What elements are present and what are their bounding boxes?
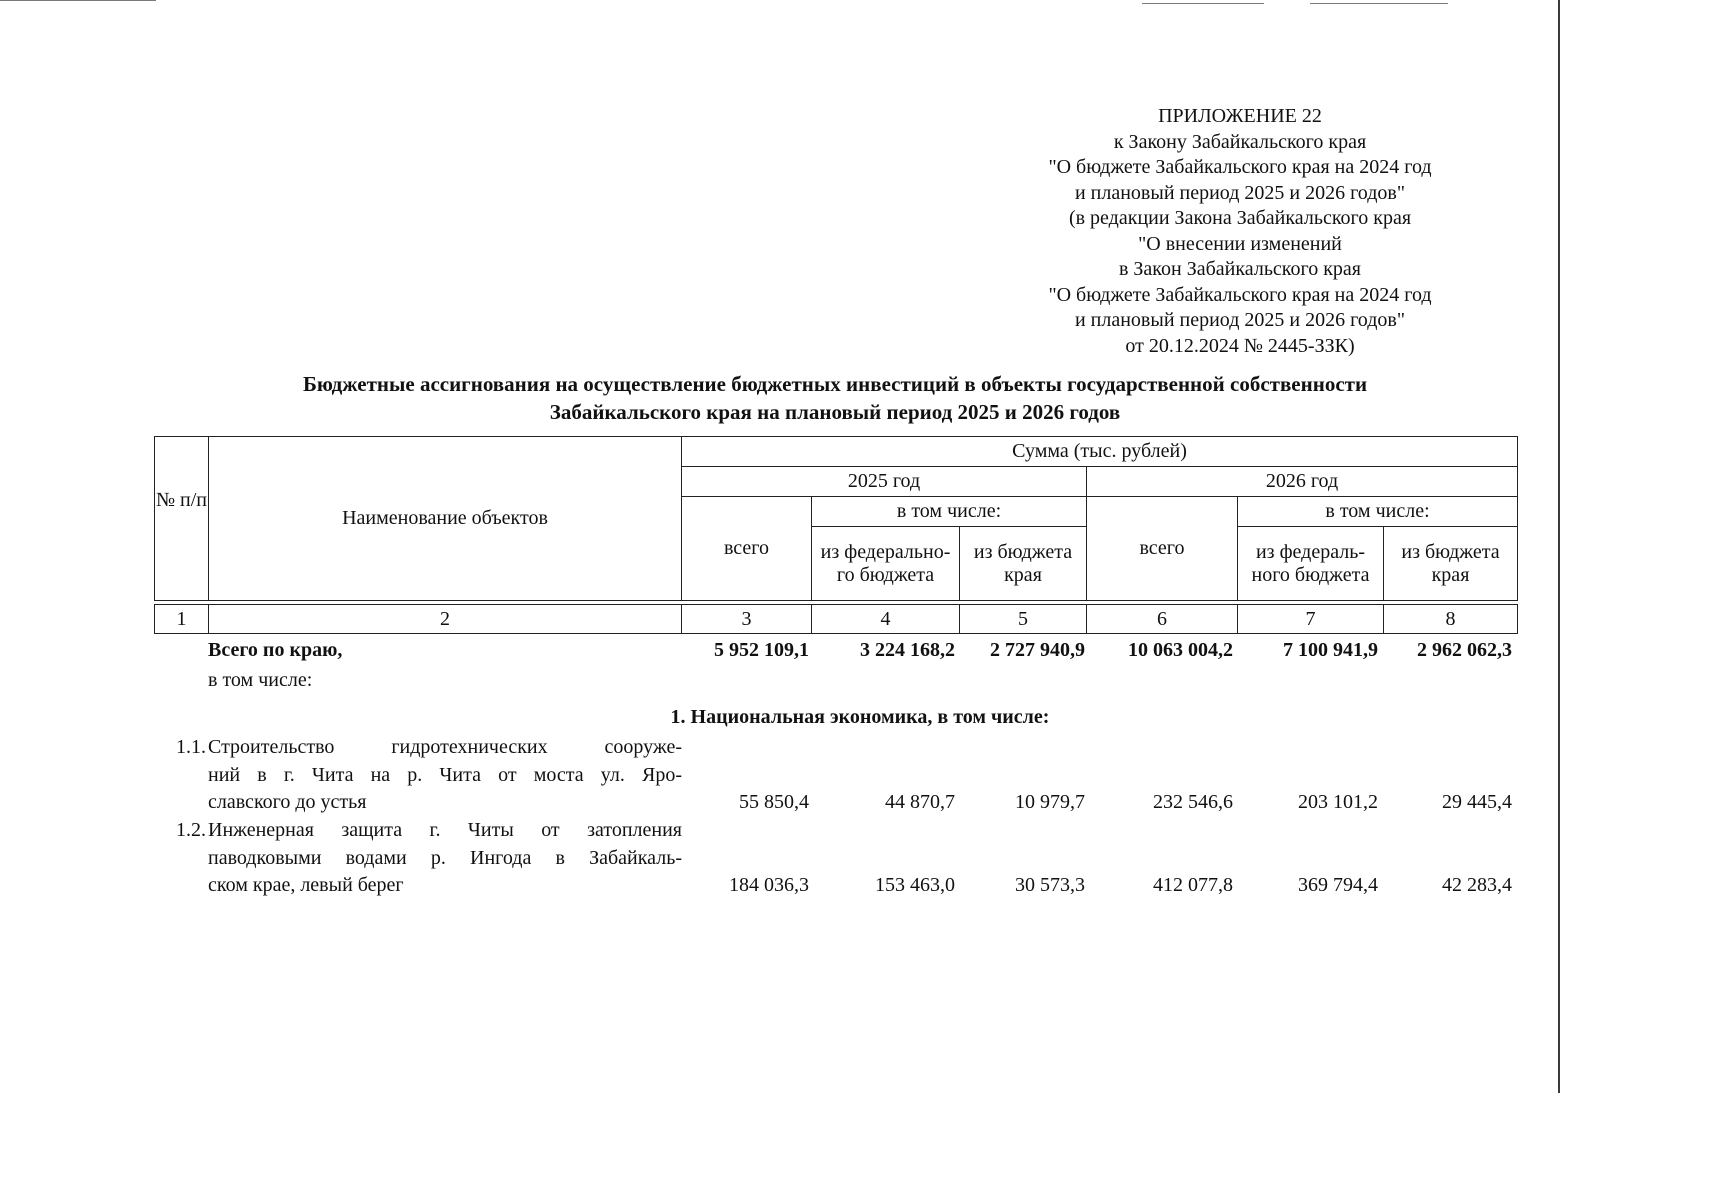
total-label: Всего по краю, xyxy=(208,639,343,661)
header-name: Наименование объектов xyxy=(209,437,682,601)
column-number: 6 xyxy=(1087,605,1238,634)
row-value: 184 036,3 xyxy=(729,874,809,896)
header-year-2025: 2025 год xyxy=(682,467,1087,497)
column-number: 4 xyxy=(812,605,960,634)
row-value: 42 283,4 xyxy=(1442,874,1512,896)
column-number: 7 xyxy=(1238,605,1384,634)
row-value: 369 794,4 xyxy=(1298,874,1378,896)
row-value: 10 979,7 xyxy=(1015,791,1085,813)
page-edge xyxy=(1558,0,1560,1093)
column-number: 2 xyxy=(209,605,682,634)
row-name-line: ском крае, левый берег xyxy=(208,874,404,896)
row-value: 55 850,4 xyxy=(739,791,809,813)
header-including-2025: в том числе: xyxy=(812,497,1087,527)
column-numbers xyxy=(154,604,1518,634)
scan-line xyxy=(0,0,156,1)
column-number: 1 xyxy=(155,605,209,634)
row-value: 30 573,3 xyxy=(1015,874,1085,896)
header-year-2026: 2026 год xyxy=(1087,467,1518,497)
row-value: 412 077,8 xyxy=(1153,874,1233,896)
row-name-line: паводковыми водами р. Ингода в Забайкаль- xyxy=(208,846,682,869)
header-total-2025: всего xyxy=(682,497,812,601)
column-number: 3 xyxy=(682,605,812,634)
header-federal-2026: из федераль-ного бюджета xyxy=(1238,527,1384,601)
total-value: 3 224 168,2 xyxy=(860,639,955,661)
appendix-line: и плановый период 2025 и 2026 годов" xyxy=(1074,309,1406,331)
appendix-line: "О внесении изменений xyxy=(1138,232,1342,255)
row-value: 153 463,0 xyxy=(875,874,955,896)
row-name-line: Строительство гидротехнических сооруже- xyxy=(208,736,682,758)
row-name-line: ний в г. Чита на р. Чита от моста ул. Яро- xyxy=(208,763,682,786)
total-value: 5 952 109,1 xyxy=(714,639,809,661)
scan-line xyxy=(1142,3,1264,4)
header-total-2026: всего xyxy=(1087,497,1238,601)
appendix-line: ПРИЛОЖЕНИЕ 22 xyxy=(1158,105,1322,127)
header-regional-2026: из бюджета края xyxy=(1384,527,1518,601)
row-value: 203 101,2 xyxy=(1298,791,1378,813)
header-including-2026: в том числе: xyxy=(1238,497,1518,527)
section-heading: 1. Национальная экономика, в том числе: xyxy=(670,706,1050,728)
total-value: 2 962 062,3 xyxy=(1417,639,1512,661)
appendix-block xyxy=(960,104,1520,359)
appendix-line: от 20.12.2024 № 2445-ЗЗК) xyxy=(1125,334,1355,357)
row-name-line: Инженерная защита г. Читы от затопления xyxy=(208,819,682,841)
document-title xyxy=(150,370,1520,426)
row-value: 232 546,6 xyxy=(1153,791,1233,813)
row-number: 1.1. xyxy=(176,736,206,758)
appendix-line: и плановый период 2025 и 2026 годов" xyxy=(1074,181,1406,204)
title-line-1: Бюджетные ассигнования на осуществление бюджетных инвестиций в объекты государственной собственности xyxy=(302,372,1368,396)
row-name xyxy=(208,734,682,817)
appendix-line: "О бюджете Забайкальского края на 2024 год xyxy=(1048,156,1432,178)
row-value: 44 870,7 xyxy=(885,791,955,813)
total-value: 7 100 941,9 xyxy=(1283,639,1378,661)
row-value: 29 445,4 xyxy=(1442,791,1512,813)
scan-line xyxy=(1310,3,1448,4)
total-value: 10 063 004,2 xyxy=(1128,639,1233,661)
column-number: 5 xyxy=(960,605,1087,634)
total-value: 2 727 940,9 xyxy=(990,639,1085,661)
appendix-line: к Закону Забайкальского края xyxy=(1113,130,1367,153)
header-num: № п/п xyxy=(155,437,209,601)
row-number: 1.2. xyxy=(176,819,206,841)
row-name-line: славского до устья xyxy=(208,791,367,813)
appendix-line: "О бюджете Забайкальского края на 2024 год xyxy=(1048,283,1432,306)
header-regional-2025: из бюджета края xyxy=(960,527,1087,601)
appendix-line: (в редакции Закона Забайкальского края xyxy=(1068,207,1412,229)
title-line-2: Забайкальского края на плановый период 2025 и 2026 годов xyxy=(549,400,1121,424)
column-number: 8 xyxy=(1384,605,1518,634)
row-name xyxy=(208,817,682,900)
header-sum: Сумма (тыс. рублей) xyxy=(682,437,1518,467)
total-sublabel: в том числе: xyxy=(208,669,313,691)
appendix-line: в Закон Забайкальского края xyxy=(1118,258,1362,280)
header-federal-2025: из федерально-го бюджета xyxy=(812,527,960,601)
table-header xyxy=(154,436,1518,601)
